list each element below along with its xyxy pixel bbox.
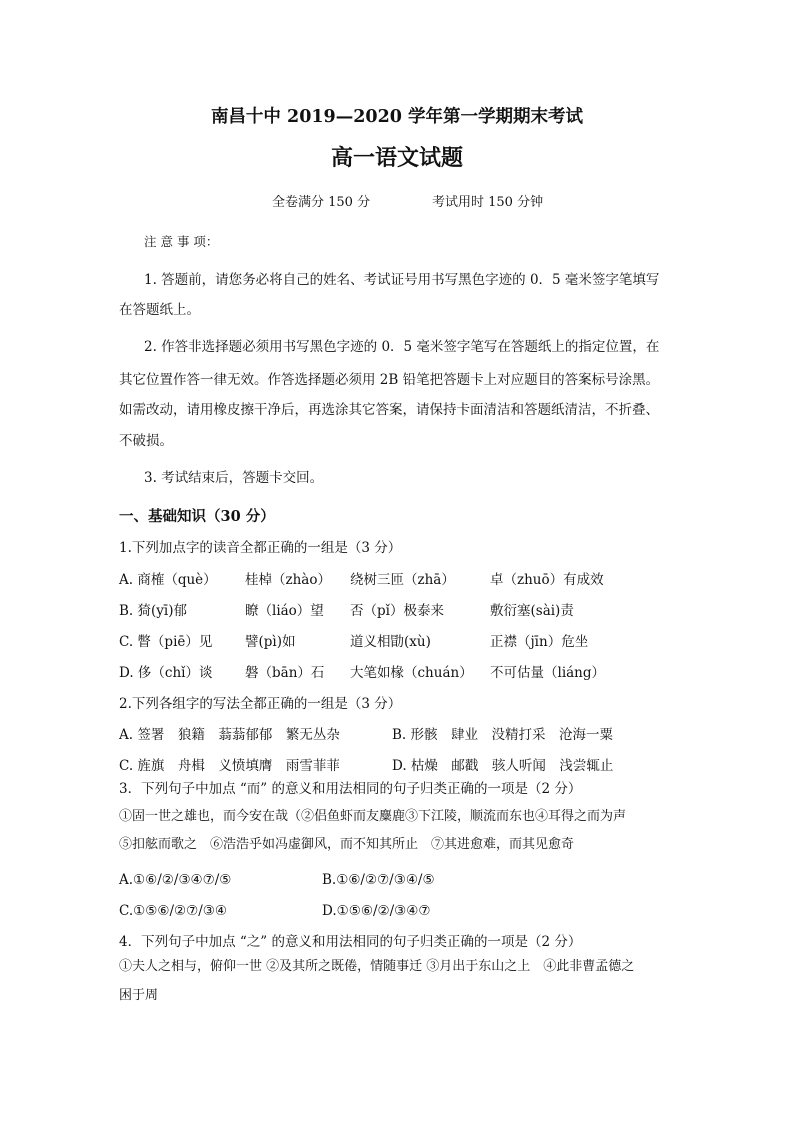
q1-a-3: 绕树三匝（zhā） [350, 572, 455, 588]
q3-option-c: C.①⑤⑥/②⑦/③④ [119, 903, 227, 919]
q1-d-1: D. 侈（chǐ）谈 [119, 665, 213, 681]
q1-d-4: 不可估量（liáng） [490, 665, 606, 681]
q1-d-2: 磐（bān）石 [245, 665, 325, 681]
section-heading: 一、基础知识（30 分） [119, 508, 275, 525]
score-info: 全卷满分 150 分 [272, 195, 371, 210]
question-4-line-1: ①夫人之相与，俯仰一世 ②及其所之既倦，情随事迁 ③月出于东山之上 ④此非曹孟德之 [119, 959, 635, 974]
q2-option-b: B. 形骸 肆业 没精打采 沧海一粟 [392, 727, 614, 743]
q3-option-a: A.①⑥/②/③④⑦/⑤ [119, 872, 232, 888]
time-info: 考试用时 150 分钟 [432, 195, 544, 210]
question-3-stem: 3．下列句子中加点 “而” 的意义和用法相同的句子归类正确的一项是（2 分） [119, 781, 582, 797]
q1-b-1: B. 猗(yī)郁 [119, 603, 187, 619]
notice-item-2-line-1: 2. 作答非选择题必须用书写黑色字迹的 0．5 毫米签字笔写在答题纸上的指定位置，在 [144, 339, 660, 355]
exam-title: 南昌十中 2019—2020 学年第一学期期末考试 [210, 107, 584, 127]
question-4-line-2: 困于周 [119, 988, 159, 1003]
q2-option-c: C. 旌旗 舟楫 义愤填膺 雨雪菲菲 [119, 758, 340, 774]
q1-c-2: 譬(pì)如 [245, 634, 296, 650]
q1-a-2: 桂棹（zhào） [245, 572, 331, 588]
q1-b-4: 敷衍塞(sài)责 [490, 603, 574, 619]
q1-c-4: 正襟（jīn）危坐 [490, 634, 589, 650]
question-2-stem: 2.下列各组字的写法全都正确的一组是（3 分） [119, 696, 402, 712]
notice-item-1-line-1: 1. 答题前，请您务必将自己的姓名、考试证号用书写黑色字迹的 0．5 毫米签字笔填写 [144, 272, 660, 288]
q1-c-1: C. 瞥（piē）见 [119, 634, 213, 650]
q3-option-d: D.①⑤⑥/②/③④⑦ [322, 903, 431, 919]
q1-c-3: 道义相勖(xù) [350, 634, 431, 650]
q2-option-a: A. 签署 狼籍 蓊蓊郁郁 繁无丛杂 [119, 727, 340, 743]
notice-heading: 注 意 事 项： [144, 234, 219, 249]
notice-item-2-line-4: 不破损。 [119, 433, 173, 449]
q1-d-3: 大笔如椽（chuán） [350, 665, 473, 681]
notice-item-2-line-2: 其它位置作答一律无效。作答选择题必须用 2B 铅笔把答题卡上对应题目的答案标号涂黑。 [119, 372, 660, 388]
exam-subtitle: 高一语文试题 [330, 145, 463, 171]
question-3-line-2: ⑤扣舷而歌之 ⑥浩浩乎如冯虚御风，而不知其所止 ⑦其进愈难，而其见愈奇 [119, 837, 575, 852]
question-3-line-1: ①固一世之雄也，而今安在哉（②侣鱼虾而友麋鹿③下江陵，顺流而东也④耳得之而为声 [119, 809, 627, 824]
question-4-stem: 4．下列句子中加点 “之” 的意义和用法相同的句子归类正确的一项是（2 分） [119, 934, 582, 950]
q1-b-3: 否（pǐ）极泰来 [350, 603, 444, 619]
q3-option-b: B.①⑥/②⑦/③④/⑤ [322, 872, 435, 888]
q1-a-4: 卓（zhuō）有成效 [490, 572, 604, 588]
q1-b-2: 瞭（liáo）望 [245, 603, 324, 619]
notice-item-1-line-2: 在答题纸上。 [119, 302, 200, 318]
notice-item-2-line-3: 如需改动，请用橡皮擦干净后，再选涂其它答案，请保持卡面清洁和答题纸清洁，不折叠、 [119, 402, 659, 418]
question-1-stem: 1.下列加点字的读音全都正确的一组是（3 分） [119, 540, 402, 556]
q1-a-1: A. 商榷（què） [119, 572, 217, 588]
notice-item-3: 3. 考试结束后，答题卡交回。 [144, 470, 324, 486]
q2-option-d: D. 枯燥 邮戳 骇人听闻 浅尝辄止 [392, 758, 614, 774]
